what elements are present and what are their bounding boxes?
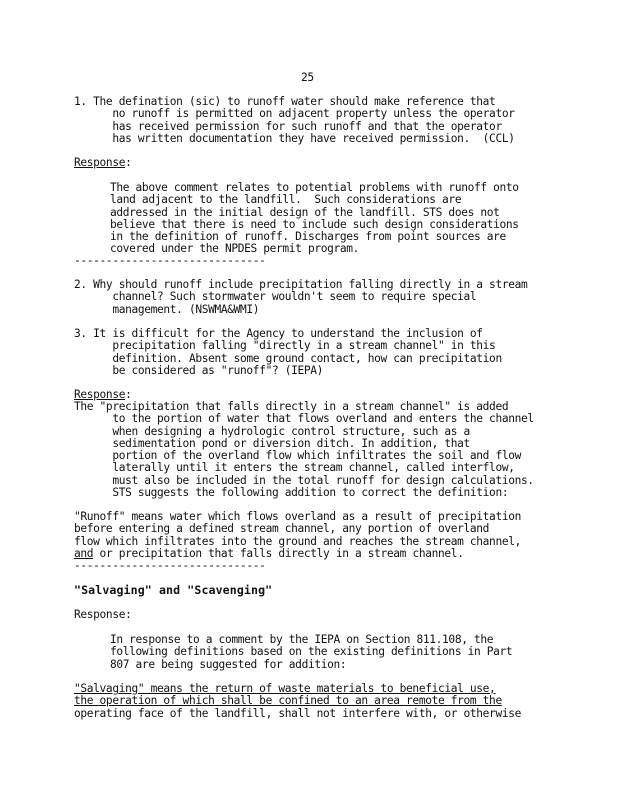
- runoff-definition: [74, 511, 521, 560]
- response-2-line: portion of the overland flow which infiltrates the soil and flow: [74, 449, 521, 463]
- comment-3-line: precipitation falling "directly in a stream channel" in this: [74, 339, 496, 353]
- comment-2-line: channel? Such stormwater wouldn't seem to require special: [74, 290, 477, 304]
- separator-2: ------------------------------: [74, 559, 266, 572]
- response-2-line: to the portion of water that flows overland and enters the channel: [74, 412, 534, 426]
- response-1-line: believe that there is need to include such design considerations: [110, 217, 519, 231]
- runoff-definition-line: or precipitation that falls directly in a stream channel.: [93, 546, 464, 560]
- runoff-definition-line: flow which infiltrates into the ground and reaches the stream channel,: [74, 534, 521, 548]
- salvaging-definition-line: "Salvaging" means the return of waste materials to beneficial use,: [74, 682, 496, 695]
- response-label: Response: [74, 156, 126, 169]
- response-3-line: following definitions based on the existing definitions in Part: [110, 645, 513, 659]
- response-2-line: when designing a hydrologic control structure, such as a: [74, 424, 470, 438]
- runoff-definition-underlined: and: [74, 546, 94, 560]
- page-number: 25: [301, 71, 314, 84]
- runoff-definition-line: "Runoff" means water which flows overland as a result of precipitation: [74, 510, 521, 523]
- section-heading: "Salvaging" and "Scavenging": [74, 583, 273, 597]
- response-label: Response: [74, 388, 126, 401]
- response-1-line: The above comment relates to potential problems with runoff onto: [110, 181, 519, 194]
- runoff-definition-line: before entering a defined stream channel, any portion of overland: [74, 522, 490, 536]
- comment-2-line: 2. Why should runoff include precipitation falling directly in a stream: [74, 278, 528, 291]
- response-3-label: Response:: [74, 608, 132, 621]
- response-3-line: In response to a comment by the IEPA on Section 811.108, the: [110, 633, 494, 646]
- response-2-line: laterally until it enters the stream channel, called interflow,: [74, 461, 515, 475]
- response-1-line: covered under the NPDES permit program.: [110, 242, 360, 256]
- comment-1-line: no runoff is permitted on adjacent property unless the operator: [74, 107, 515, 121]
- comment-1-line: has received permission for such runoff and that the operator: [74, 119, 502, 133]
- separator-1: ------------------------------: [74, 254, 266, 267]
- response-colon: :: [125, 156, 132, 169]
- comment-3-line: be considered as "runoff"? (IEPA): [74, 363, 324, 377]
- response-1-label: [74, 157, 131, 169]
- salvaging-definition-line: operating face of the landfill, shall not interfere with, or otherwise: [74, 706, 521, 720]
- comment-3-line: 3. It is difficult for the Agency to understand the inclusion of: [74, 327, 483, 340]
- comment-2-line: management. (NSWMA&WMI): [74, 302, 260, 316]
- response-colon: :: [125, 388, 132, 401]
- response-1-line: in the definition of runoff. Discharges from point sources are: [110, 230, 506, 244]
- response-3-line: 807 are being suggested for addition:: [110, 657, 347, 671]
- salvaging-definition: [74, 683, 521, 720]
- response-2-line: must also be included in the total runoff for design calculations.: [74, 473, 534, 487]
- response-1-line: addressed in the initial design of the landfill. STS does not: [110, 205, 500, 219]
- salvaging-definition-line: the operation of which shall be confined to an area remote from the: [74, 694, 502, 708]
- response-3-body: [110, 634, 512, 671]
- comment-1: [74, 96, 515, 145]
- comment-3-line: definition. Absent some ground contact, how can precipitation: [74, 351, 502, 365]
- response-2-line: The "precipitation that falls directly in a stream channel" is added: [74, 400, 509, 413]
- response-2-body: [74, 401, 534, 499]
- comment-1-line: 1. The defination (sic) to runoff water should make reference that: [74, 95, 496, 108]
- response-2-line: STS suggests the following addition to correct the definition:: [74, 486, 509, 500]
- response-2-line: sedimentation pond or diversion ditch. In addition, that: [74, 436, 470, 450]
- comment-1-line: has written documentation they have received permission. (CCL): [74, 131, 515, 145]
- response-1-line: land adjacent to the landfill. Such considerations are: [110, 193, 462, 207]
- comment-2: [74, 279, 527, 316]
- comment-3: [74, 328, 502, 377]
- response-1-body: [110, 182, 519, 256]
